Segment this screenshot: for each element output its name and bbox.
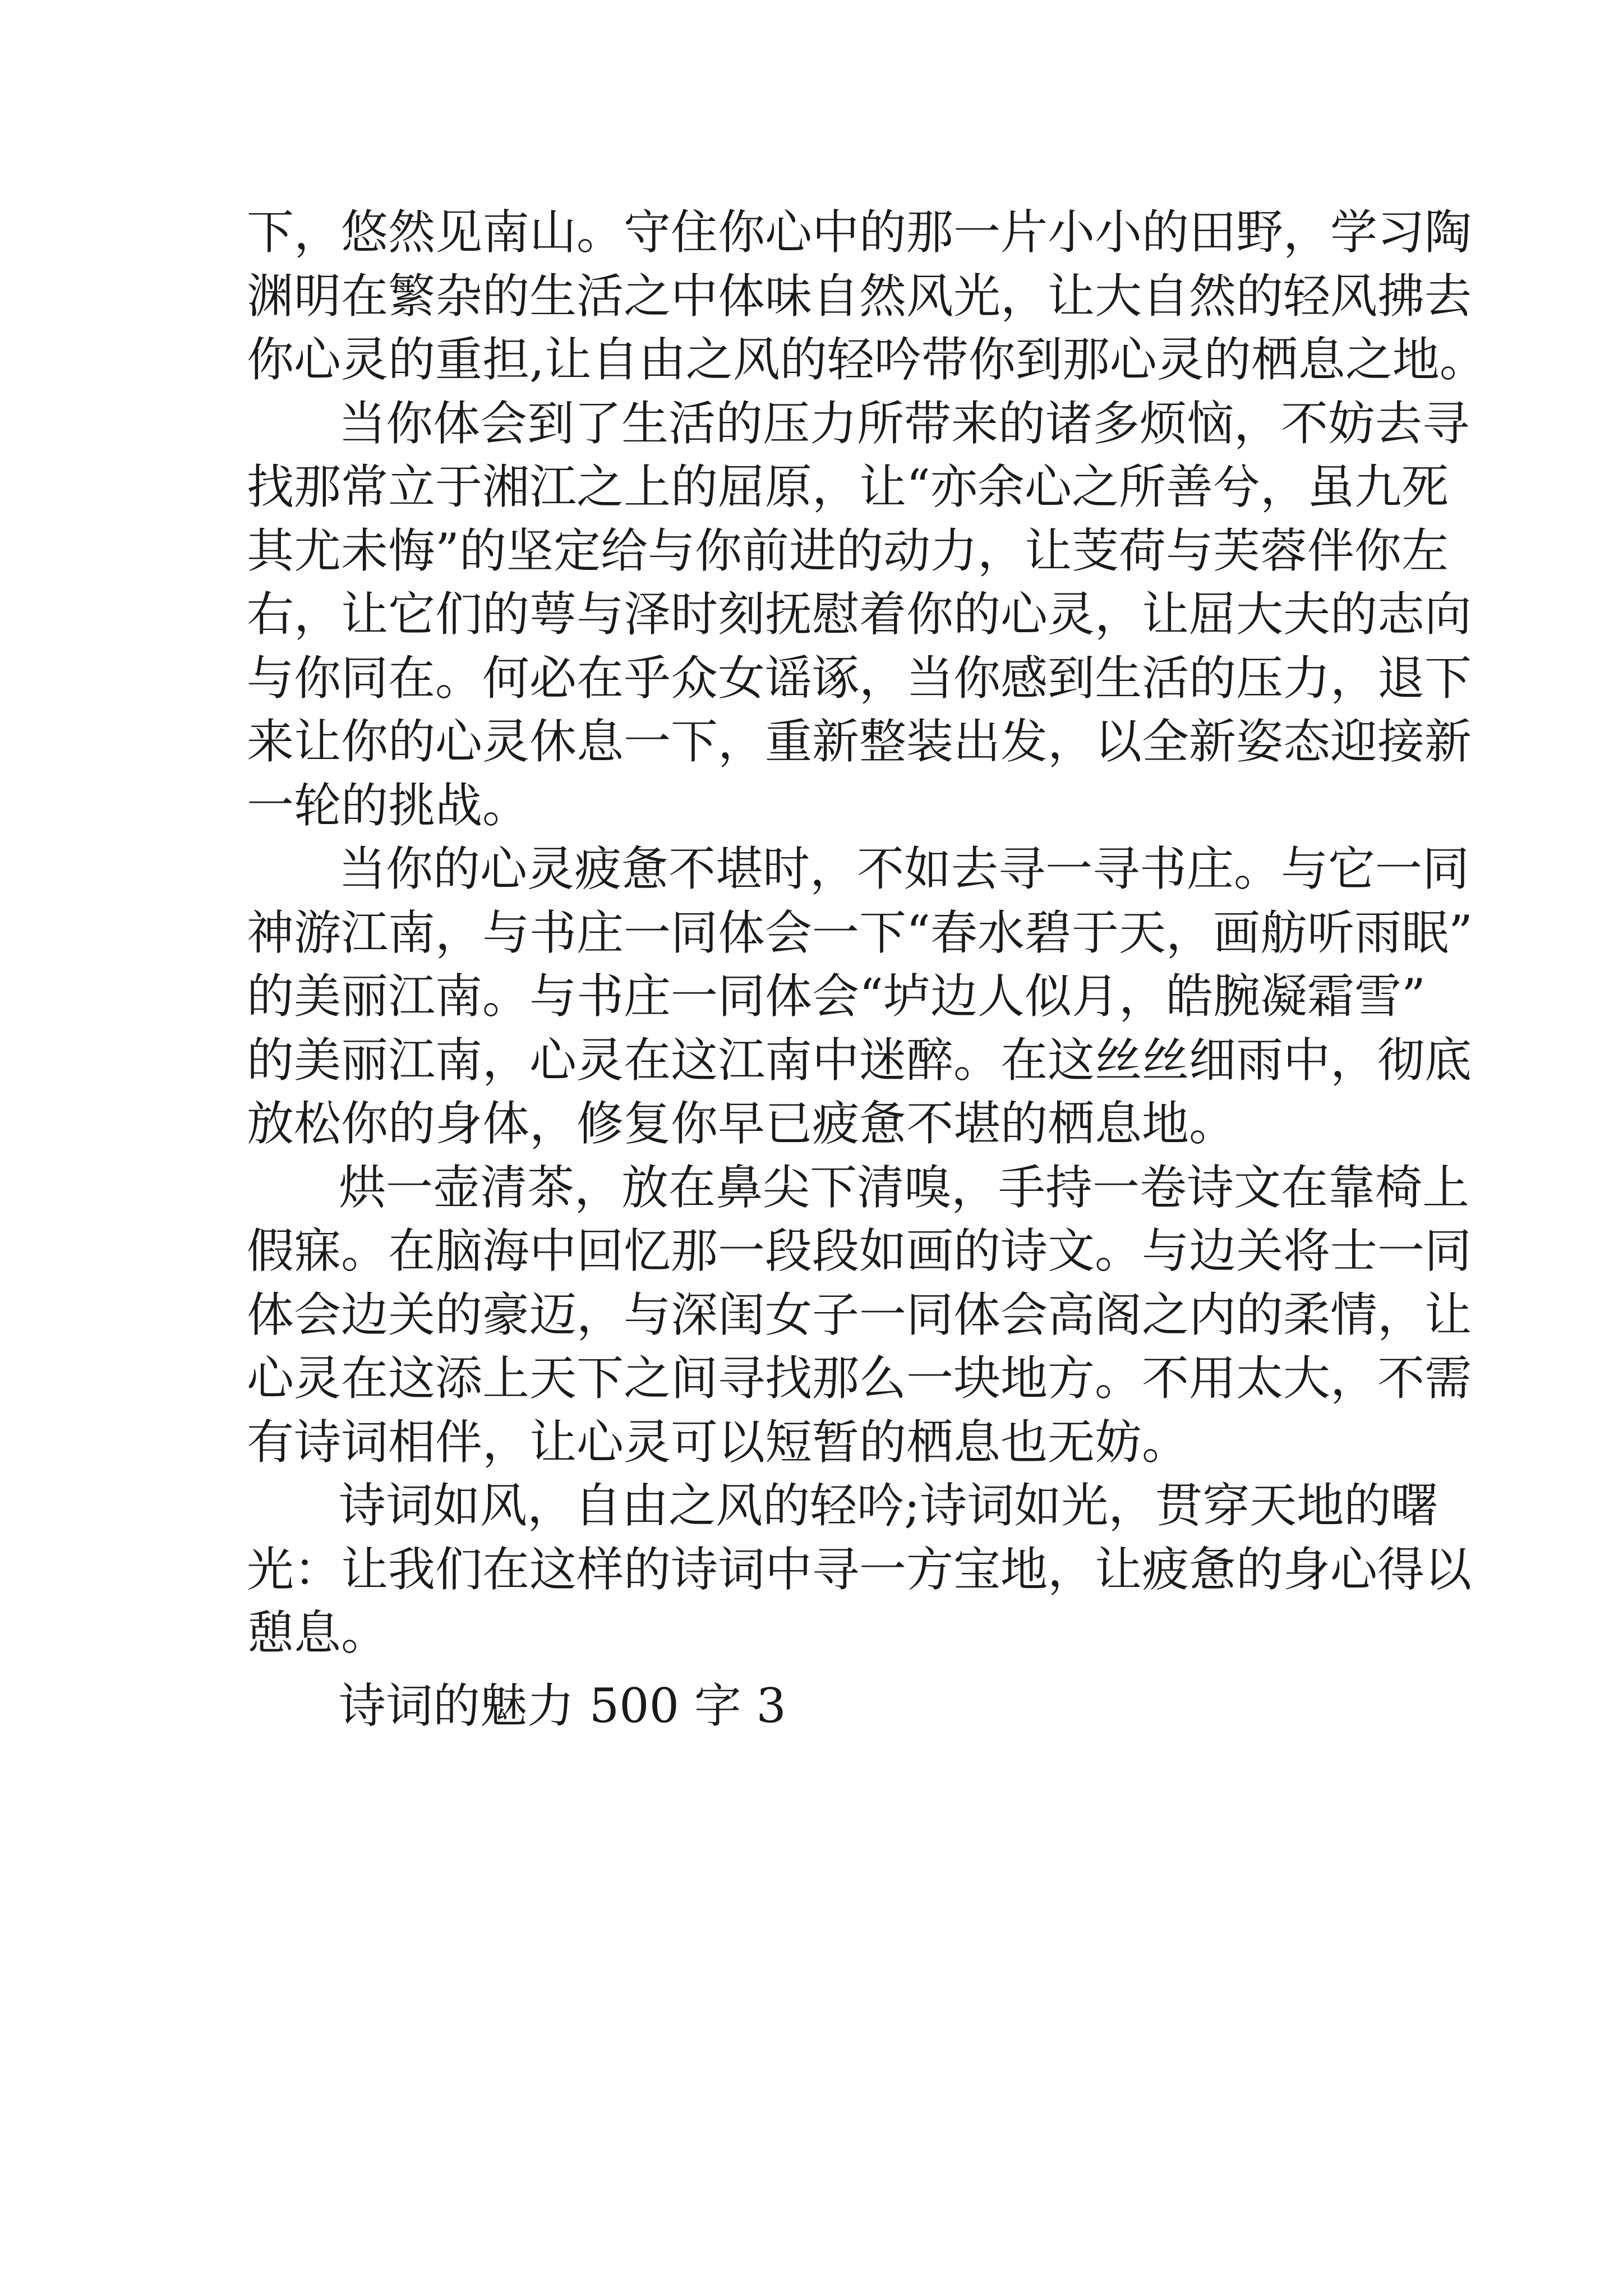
text-line: 光：让我们在这样的诗词中寻一方宝地，让疲惫的身心得以 (247, 1542, 1472, 1597)
text-line: 放松你的身体，修复你早已疲惫不堪的栖息地。 (247, 1096, 1237, 1151)
text-line: 当你的心灵疲惫不堪时，不如去寻一寻书庄。与它一同 (339, 841, 1470, 896)
text-line: 渊明在繁杂的生活之中体味自然风光，让大自然的轻风拂去 (247, 268, 1472, 324)
text-line: 当你体会到了生活的压力所带来的诸多烦恼，不妨去寻 (339, 395, 1470, 451)
text-line: 体会边关的豪迈，与深闺女子一同体会高阁之内的柔情，让 (247, 1287, 1472, 1342)
text-line: 神游江南，与书庄一同体会一下“春水碧于天，画舫听雨眠” (247, 905, 1473, 960)
text-line: 与你同在。何必在乎众女谣诼，当你感到生活的压力，退下 (247, 650, 1472, 706)
paragraph (247, 838, 1473, 1156)
text-line: 憩息。 (247, 1605, 389, 1660)
text-line: 其尤未悔”的坚定给与你前进的动力，让芰荷与芙蓉伴你左 (247, 523, 1449, 578)
text-line: 来让你的心灵休息一下，重新整装出发，以全新姿态迎接新 (247, 714, 1472, 769)
paragraph (247, 1474, 1472, 1665)
text-line: 有诗词相伴，让心灵可以短暂的栖息也无妨。 (247, 1414, 1189, 1470)
paragraph (247, 1156, 1472, 1475)
text-line: 的美丽江南，心灵在这江南中迷醉。在这丝丝细雨中，彻底 (247, 1032, 1472, 1088)
paragraph (247, 201, 1487, 392)
text-line: 心灵在这添上天下之间寻找那么一块地方。不用太大，不需 (247, 1351, 1472, 1406)
text-line: 找那常立于湘江之上的屈原，让“亦余心之所善兮，虽九死 (247, 459, 1449, 514)
text-line: 你心灵的重担,让自由之风的轻吟带你到那心灵的栖息之地。 (247, 332, 1487, 387)
text-line: 诗词如风，自由之风的轻吟;诗词如光，贯穿天地的曙 (339, 1478, 1438, 1533)
text-line: 烘一壶清茶，放在鼻尖下清嗅，手持一卷诗文在靠椅上 (339, 1159, 1470, 1215)
text-line: 的美丽江南。与书庄一同体会“垆边人似月，皓腕凝霜雪” (247, 969, 1426, 1024)
text-line: 下，悠然见南山。守住你心中的那一片小小的田野，学习陶 (247, 205, 1472, 260)
text-line: 右，让它们的萼与泽时刻抚慰着你的心灵，让屈大夫的志向 (247, 587, 1472, 642)
text-line: 一轮的挑战。 (247, 777, 530, 833)
paragraph (247, 392, 1472, 838)
document-body (247, 201, 1487, 1738)
section-heading: 诗词的魅力 500 字 3 (339, 1678, 786, 1733)
text-line: 假寐。在脑海中回忆那一段段如画的诗文。与边关将士一同 (247, 1223, 1472, 1278)
